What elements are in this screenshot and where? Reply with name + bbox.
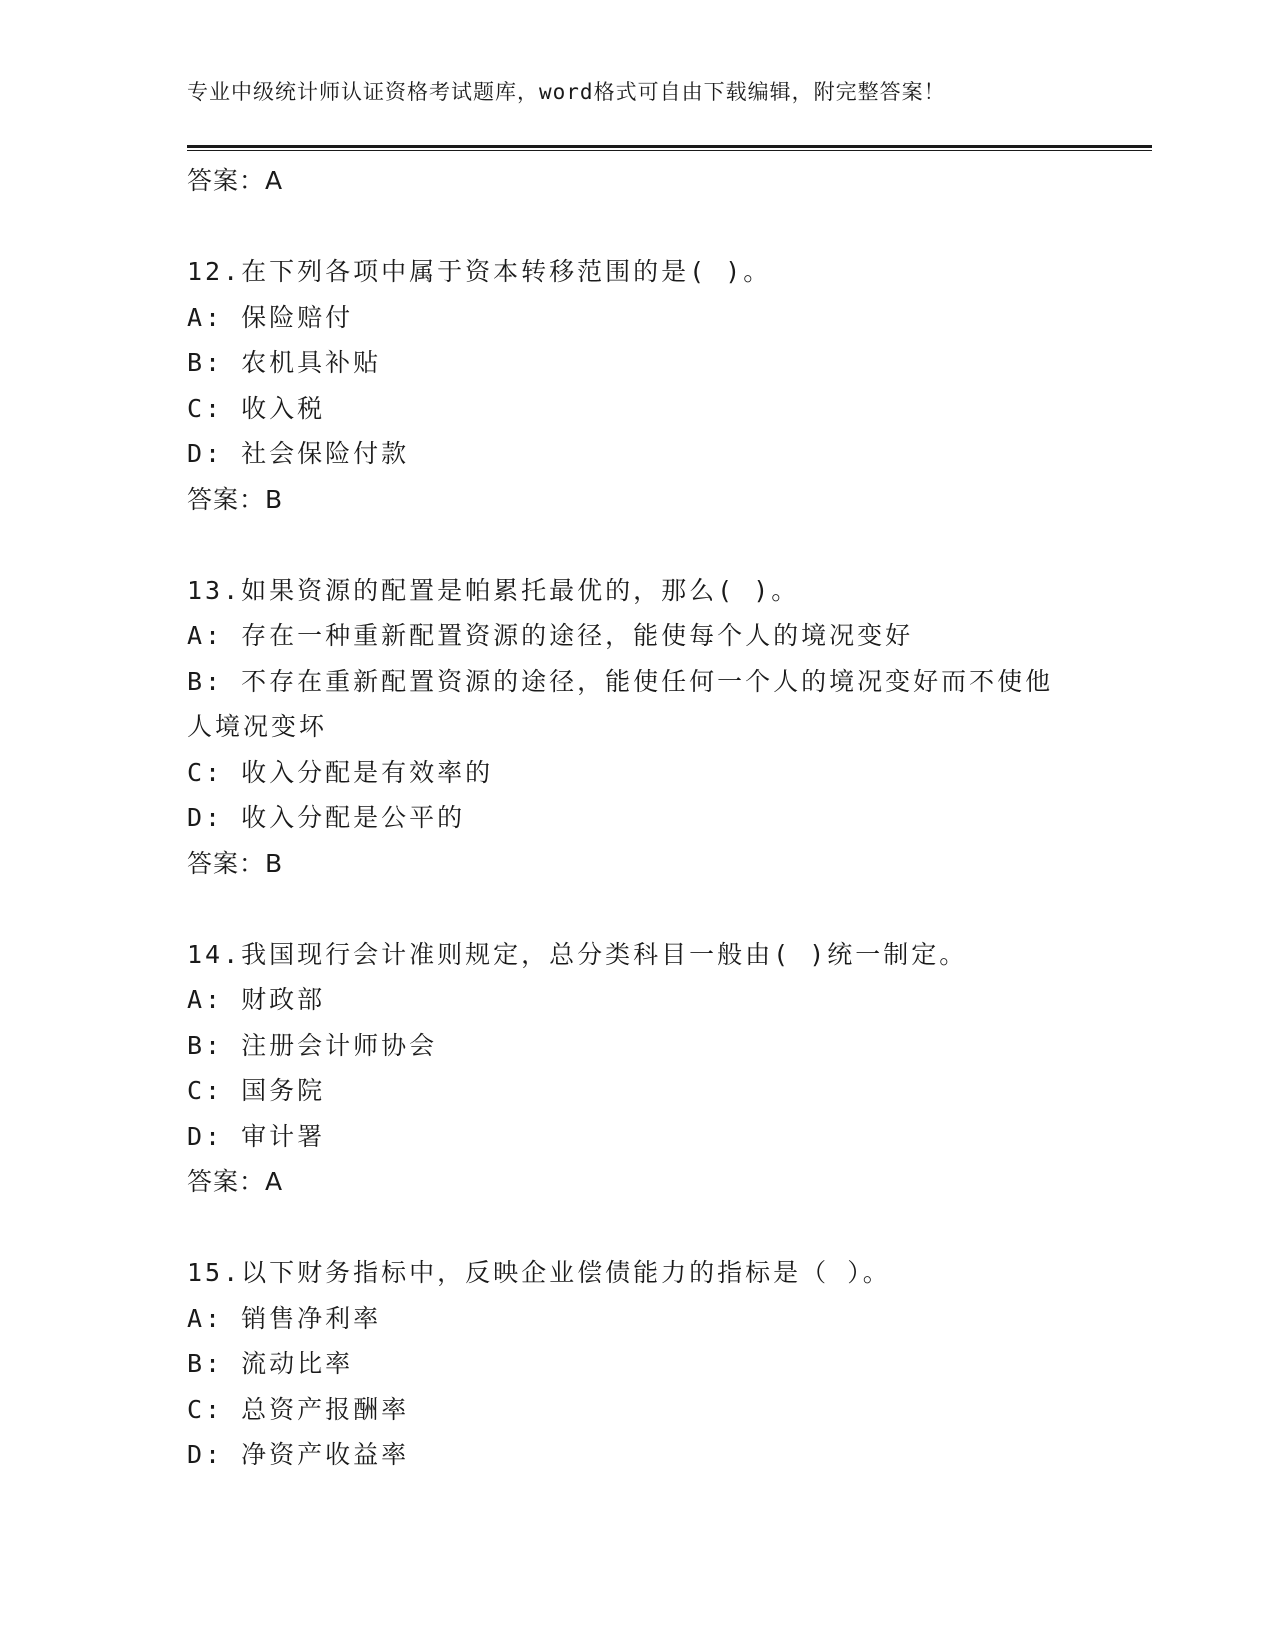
option-d: D: 审计署 (187, 1121, 326, 1151)
option-b-continued: 人境况变坏 (187, 712, 328, 741)
header-rule-thick (187, 145, 1152, 148)
spacer (187, 522, 1087, 568)
option-c: C: 总资产报酬率 (187, 1394, 410, 1424)
question-stem: 15.以下财务指标中，反映企业偿债能力的指标是（ ）。 (187, 1258, 891, 1287)
page-header: 专业中级统计师认证资格考试题库，word格式可自由下载编辑，附完整答案！ (187, 80, 946, 104)
option-c: C: 收入分配是有效率的 (187, 757, 494, 787)
option-a: A: 保险赔付 (187, 302, 354, 332)
question-14 (187, 932, 1087, 1205)
spacer (187, 1205, 1087, 1251)
option-a: A: 存在一种重新配置资源的途径，能使每个人的境况变好 (187, 621, 914, 650)
spacer (187, 204, 1087, 250)
option-b: B: 流动比率 (187, 1349, 354, 1378)
option-c: C: 收入税 (187, 393, 326, 423)
option-b: B: 注册会计师协会 (187, 1030, 438, 1060)
option-d: D: 社会保险付款 (187, 439, 410, 468)
answer-label: 答案：B (187, 848, 284, 878)
option-b: B: 不存在重新配置资源的途径，能使任何一个人的境况变好而不使他 (187, 666, 1054, 696)
option-a: A: 销售净利率 (187, 1303, 382, 1333)
option-d: D: 收入分配是公平的 (187, 803, 466, 832)
answer-label: 答案：A (187, 166, 284, 195)
question-list (187, 158, 1087, 1478)
option-b: B: 农机具补贴 (187, 348, 382, 377)
spacer (187, 886, 1087, 932)
question-stem: 14.我国现行会计准则规定，总分类科目一般由( )统一制定。 (187, 939, 968, 969)
answer-label: 答案：B (187, 484, 284, 514)
question-15 (187, 1250, 1087, 1478)
option-d: D: 净资产收益率 (187, 1440, 410, 1469)
question-12 (187, 249, 1087, 522)
header-rule-thin (187, 150, 1152, 151)
question-stem: 12.在下列各项中属于资本转移范围的是( )。 (187, 257, 772, 286)
question-stem: 13.如果资源的配置是帕累托最优的，那么( )。 (187, 575, 800, 605)
question-13 (187, 568, 1087, 887)
option-c: C: 国务院 (187, 1076, 326, 1105)
option-a: A: 财政部 (187, 985, 326, 1014)
answer-label: 答案：A (187, 1167, 284, 1196)
